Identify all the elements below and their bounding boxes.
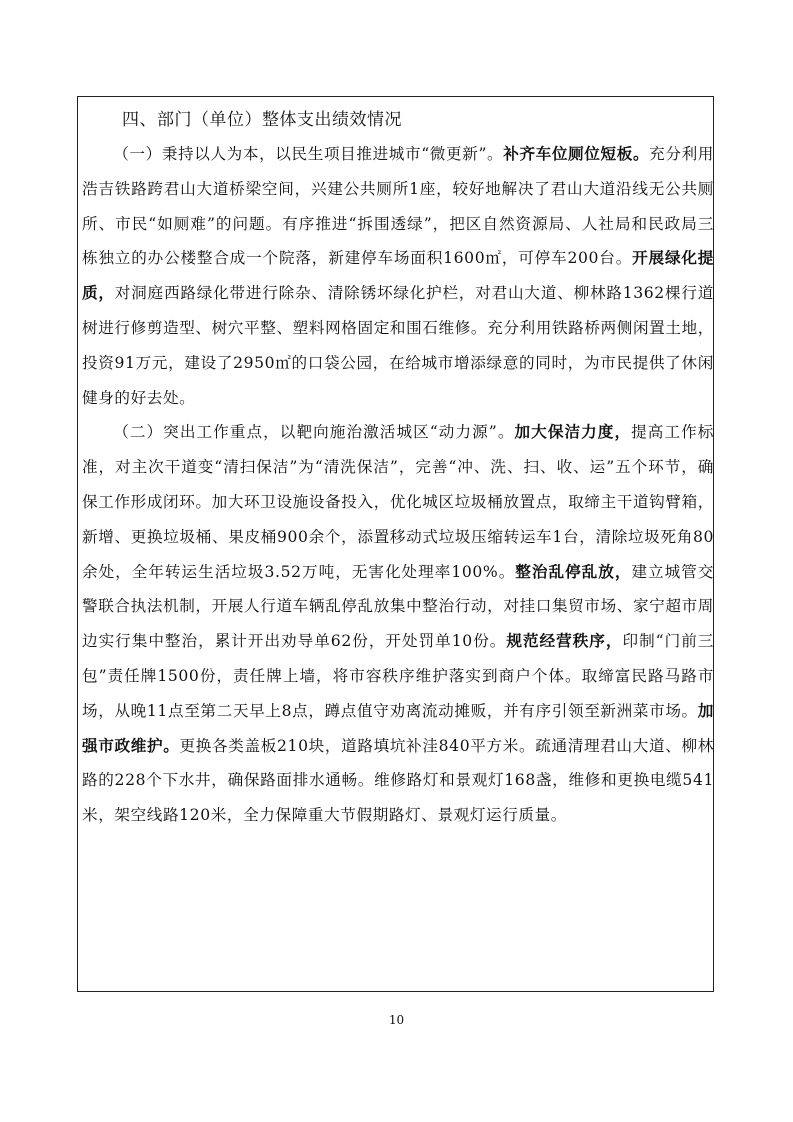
document-body — [82, 103, 714, 833]
highlight-greening: 开展绿化提质， — [82, 248, 714, 303]
paragraph-1-body-2: 对洞庭西路绿化带进行除杂、清除锈坏绿化护栏，对君山大道、柳林路1362棵行道树进行修剪造型、树穴平整、塑料网格固定和围石维修。充分利用铁路桥两侧闲置土地，投资91万元，建设了2950㎡的口袋公园，在给城市增添绿意的同时，为市民提供了休闲健身的好去处。 — [82, 284, 714, 407]
highlight-business-order: 规范经营秩序， — [506, 631, 623, 651]
paragraph-2 — [82, 415, 714, 833]
highlight-municipal-maintenance: 加强市政维护。 — [82, 700, 714, 755]
highlight-cleaning: 加大保洁力度， — [514, 422, 632, 442]
paragraph-1-intro: （一）秉持以人为本，以民生项目推进城市“微更新”。 — [113, 145, 504, 163]
page-number: 10 — [388, 1013, 405, 1027]
paragraph-1 — [82, 137, 714, 415]
paragraph-2-body-3: 印制“门前三包”责任牌1500份，责任牌上墙，将市容秩序维护落实到商户个体。取缔富民路马路市场，从晚11点至第二天早上8点，蹲点值守劝离流动摊贩，并有序引领至新洲菜市场。 — [82, 632, 714, 720]
paragraph-2-body-1: 提高工作标准，对主次干道变“清扫保洁”为“清洗保洁”，完善“冲、洗、扫、收、运”五个环节，确保工作形成闭环。加大环卫设施设备投入，优化城区垃圾桶放置点，取缔主干道钩臂箱，新增、更换垃圾桶、果皮桶900余个，添置移动式垃圾压缩转运车1台，清除垃圾死角80余处，全年转运生活垃圾3.52万吨，无害化处理率100%。 — [82, 423, 714, 581]
paragraph-2-body-2: 建立城管交警联合执法机制，开展人行道车辆乱停乱放集中整治行动，对挂口集贸市场、家宁超市周边实行集中整治，累计开出劝导单62份，开处罚单10份。 — [82, 562, 714, 651]
paragraph-1-body-1: 充分利用浩吉铁路跨君山大道桥梁空间，兴建公共厕所1座，较好地解决了君山大道沿线无公共厕所、市民“如厕难”的问题。有序推进“拆围透绿”，把区自然资源局、人社局和民政局三栋独立的办公楼整合成一个院落，新建停车场面积1600㎡，可停车200台。 — [82, 145, 715, 268]
section-heading: 四、部门（单位）整体支出绩效情况 — [122, 110, 402, 130]
paragraph-2-intro: （二）突出工作重点，以靶向施治激活城区“动力源”。 — [113, 423, 515, 442]
highlight-parking-toilets: 补齐车位厕位短板。 — [503, 144, 650, 163]
paragraph-2-body-4: 更换各类盖板210块，道路填坑补洼840平方米。疏通清理君山大道、柳林路的228个下水井，确保路面排水通畅。维修路灯和景观灯168盏，维修和更换电缆541米，架空线路120米，全力保障重大节假期路灯、景观灯运行质量。 — [82, 736, 714, 825]
highlight-parking-rectification: 整治乱停乱放， — [515, 561, 632, 581]
